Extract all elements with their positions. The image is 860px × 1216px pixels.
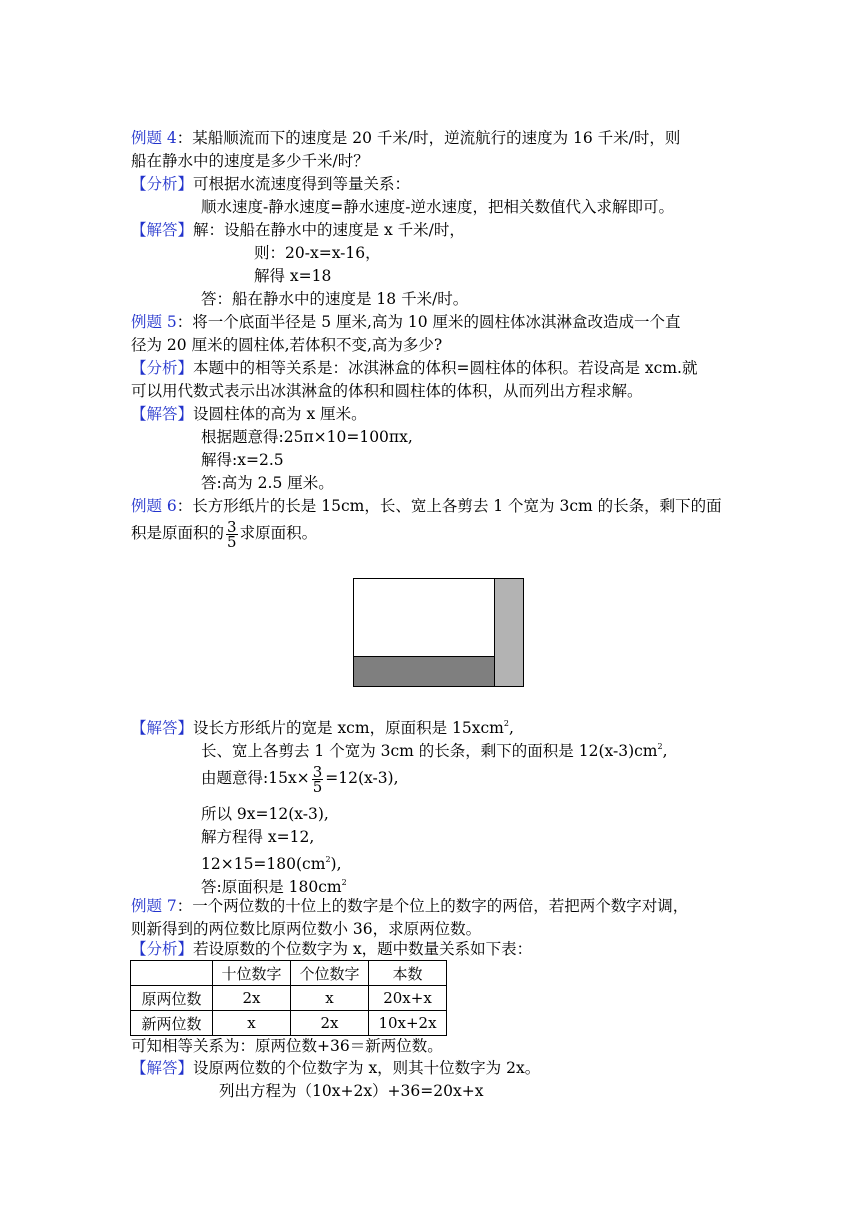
example-5-analysis-line-2: 可以用代数式表示出冰淇淋盒的体积和圆柱体的体积，从而列出方程求解。 — [131, 382, 643, 400]
analysis-tag: 【分析】 — [131, 940, 194, 958]
example-5-label: 例题 5 — [131, 313, 177, 331]
example-5-answer-line-1 — [131, 403, 367, 425]
fraction-three-fifths — [226, 517, 238, 551]
answer-tag: 【解答】 — [131, 719, 194, 737]
table-cell: 10x+2x — [369, 1011, 447, 1036]
example-7-label: 例题 7 — [131, 897, 177, 915]
example-5-q1-text: ：将一个底面半径是 5 厘米,高为 10 厘米的圆柱体冰淇淋盒改造成一个直 — [176, 313, 681, 331]
analysis-tag: 【分析】 — [131, 175, 194, 193]
example-4-analysis-text: 可根据水流速度得到等量关系： — [193, 175, 411, 193]
table-header-cell: 十位数字 — [213, 961, 291, 986]
table-cell: 新两位数 — [131, 1011, 213, 1036]
example-4-q1-text: ：某船顺流而下的速度是 20 千米/时，逆流航行的速度为 16 千米/时，则 — [176, 129, 681, 147]
example-6-area-calc-end: ), — [330, 855, 342, 873]
bottom-cut-strip — [354, 657, 495, 687]
example-4-answer-line-1 — [131, 219, 465, 241]
example-7-answer-text: 设原两位数的个位数字为 x，则其十位数字为 2x。 — [193, 1059, 541, 1077]
example-4-answer-line-4: 答：船在静水中的速度是 18 千米/时。 — [201, 290, 469, 308]
table-cell: 原两位数 — [131, 986, 213, 1011]
example-5-analysis-text: 本题中的相等关系是：冰淇淋盒的体积=圆柱体的体积。若设高是 xcm.就 — [193, 359, 698, 377]
example-6-answer-line-2-text: 长、宽上各剪去 1 个宽为 3cm 的长条，剩下的面积是 12(x-3)cm — [201, 742, 658, 760]
example-4-label: 例题 4 — [131, 129, 177, 147]
example-6-question-line-1 — [131, 495, 722, 517]
example-6-answer-line-3 — [201, 760, 399, 796]
superscript-2: 2 — [503, 719, 509, 728]
remaining-rectangle — [354, 579, 495, 657]
example-7-relation: 可知相等关系为：原两位数+36＝新两位数。 — [131, 1037, 443, 1055]
example-4-answer-line-3: 解得 x=18 — [254, 267, 332, 285]
table-cell: 2x — [291, 1011, 369, 1036]
fraction-numerator: 3 — [227, 517, 237, 536]
example-6-q1-text: ：长方形纸片的长是 15cm，长、宽上各剪去 1 个宽为 3cm 的长条，剩下的面 — [176, 497, 722, 515]
superscript-2: 2 — [341, 878, 347, 887]
example-6-final-answer: 答:原面积是 180cm — [201, 878, 342, 896]
example-4-analysis-line-2: 顺水速度-静水速度=静水速度-逆水速度，把相关数值代入求解即可。 — [201, 198, 674, 216]
table-header-cell: 个位数字 — [291, 961, 369, 986]
example-4-answer-text: 解：设船在静水中的速度是 x 千米/时， — [193, 221, 465, 239]
table-header-cell — [131, 961, 213, 986]
table-header-row — [131, 961, 447, 986]
example-6-equation-a: 由题意得:15x× — [201, 769, 310, 787]
fraction-three-fifths — [312, 762, 324, 796]
table-row — [131, 1011, 447, 1036]
example-6-answer-line-5: 解方程得 x=12, — [201, 828, 315, 846]
example-5-answer-line-2: 根据题意得:25π×10=100πx, — [201, 428, 413, 446]
rectangle-figure — [350, 576, 530, 690]
superscript-2: 2 — [657, 742, 663, 751]
fraction-denominator: 5 — [312, 777, 323, 796]
example-7-answer-line-1 — [131, 1057, 540, 1079]
example-4-question-line-2: 船在静水中的速度是多少千米/时？ — [131, 152, 369, 170]
example-6-answer-line-4: 所以 9x=12(x-3), — [201, 805, 329, 823]
right-cut-strip — [495, 579, 524, 687]
table-row — [131, 986, 447, 1011]
example-6-q2-text-b: 求原面积。 — [239, 524, 318, 542]
example-7-question-line-2: 则新得到的两位数比原两位数小 36，求原两位数。 — [131, 920, 482, 938]
example-7-question-line-1 — [131, 895, 688, 917]
table-header-cell: 本数 — [369, 961, 447, 986]
example-6-answer-line-1: 【解答】设长方形纸片的宽是 xcm，原面积是 15xcm$^2$, — [131, 719, 514, 737]
table-cell: 2x — [213, 986, 291, 1011]
example-5-question-line-1 — [131, 311, 681, 333]
table-cell: x — [291, 986, 369, 1011]
fraction-denominator: 5 — [227, 532, 237, 551]
example-5-answer-line-3: 解得:x=2.5 — [201, 451, 284, 469]
superscript-2: 2 — [325, 855, 331, 864]
example-6-question-line-2 — [131, 516, 317, 550]
example-5-answer-text: 设圆柱体的高为 x 厘米。 — [193, 405, 367, 423]
example-6-answer-text: 设长方形纸片的宽是 xcm，原面积是 15xcm — [193, 719, 504, 737]
digit-relation-table — [130, 960, 447, 1036]
answer-tag: 【解答】 — [131, 405, 194, 423]
answer-tag: 【解答】 — [131, 1059, 194, 1077]
example-4-answer-line-2: 则：20-x=x-16， — [254, 244, 381, 262]
table-cell: x — [213, 1011, 291, 1036]
example-6-area-calc: 12×15=180(cm — [201, 855, 326, 873]
fraction-numerator: 3 — [312, 762, 323, 781]
example-6-equation-b: =12(x-3), — [325, 769, 399, 787]
example-6-q2-text-a: 积是原面积的 — [131, 524, 225, 542]
example-7-analysis-text: 若设原数的个位数字为 x，题中数量关系如下表： — [193, 940, 533, 958]
example-4-question-line-1 — [131, 127, 680, 149]
example-4-analysis-line-1 — [131, 173, 410, 195]
answer-tag: 【解答】 — [131, 221, 194, 239]
example-7-analysis-line-1 — [131, 938, 532, 960]
example-5-question-line-2: 径为 20 厘米的圆柱体,若体积不变,高为多少? — [131, 336, 443, 354]
example-7-q1-text: ：一个两位数的十位上的数字是个位上的数字的两倍，若把两个数字对调， — [176, 897, 689, 915]
example-5-analysis-line-1 — [131, 357, 697, 379]
example-6-label: 例题 6 — [131, 497, 177, 515]
analysis-tag: 【分析】 — [131, 359, 194, 377]
table-cell: 20x+x — [369, 986, 447, 1011]
example-7-answer-line-2: 列出方程为（10x+2x）+36=20x+x — [219, 1082, 484, 1100]
example-6-answer-line-2: 长、宽上各剪去 1 个宽为 3cm 的长条，剩下的面积是 $12(x-3)cm^2$, — [201, 742, 668, 760]
example-5-answer-line-4: 答:高为 2.5 厘米。 — [201, 474, 334, 492]
